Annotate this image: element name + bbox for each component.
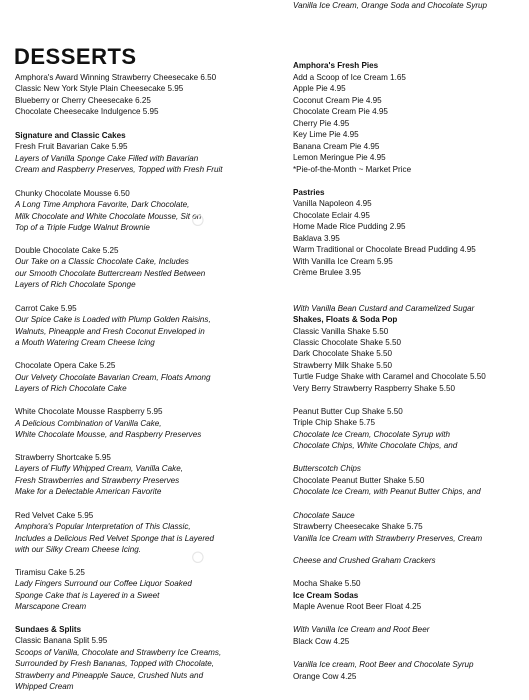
- item-description: Includes a Delicious Red Velvet Sponge that is Layered: [15, 534, 215, 543]
- menu-item: Maple Avenue Root Beer Float 4.25: [293, 602, 422, 611]
- item-description: Chocolate Sauce: [293, 511, 355, 520]
- item-description: Walnuts, Pineapple and Fresh Coconut Enveloped in: [15, 327, 205, 336]
- menu-item: Fresh Fruit Bavarian Cake 5.95: [15, 142, 128, 151]
- item-description: Marscapone Cream: [15, 602, 87, 611]
- item-description: Butterscotch Chips: [293, 464, 361, 473]
- menu-item: Classic Chocolate Shake 5.50: [293, 338, 401, 347]
- menu-item: Classic Vanilla Shake 5.50: [293, 327, 389, 336]
- item-description: Fresh Strawberries and Strawberry Preserves: [15, 476, 180, 485]
- menu-item: Blueberry or Cherry Cheesecake 6.25: [15, 96, 151, 105]
- menu-item: *Pie-of-the-Month ~ Market Price: [293, 165, 412, 174]
- menu-item: Dark Chocolate Shake 5.50: [293, 349, 392, 358]
- menu-item: Crème Brulee 3.95: [293, 268, 361, 277]
- page-title: DESSERTS: [14, 44, 137, 69]
- item-description: Top of a Triple Fudge Walnut Brownie: [15, 223, 150, 232]
- item-description: our Smooth Chocolate Buttercream Nestled Between: [15, 269, 206, 278]
- menu-item: Chocolate Cheesecake Indulgence 5.95: [15, 107, 159, 116]
- item-description: with our Silky Cream Cheese Icing.: [15, 545, 141, 554]
- item-description: Vanilla Ice Cream with Strawberry Preserves, Cream: [293, 534, 483, 543]
- menu-item: Baklava 3.95: [293, 234, 340, 243]
- section-heading: Ice Cream Sodas: [293, 591, 359, 600]
- item-description: Strawberry and Pineapple Sauce, Crushed Nuts and: [15, 671, 204, 680]
- item-description: Layers of Rich Chocolate Sponge: [15, 280, 136, 289]
- item-description: Chocolate Chips, White Chocolate Chips, and: [293, 441, 458, 450]
- menu-item: Amphora's Award Winning Strawberry Cheesecake 6.50: [15, 73, 217, 82]
- item-description: Surrounded by Fresh Bananas, Topped with Chocolate,: [15, 659, 215, 668]
- item-description: Vanilla Ice Cream, Orange Soda and Chocolate Syrup: [293, 1, 488, 10]
- item-description: Cream and Raspberry Preserves, Topped with Fresh Fruit: [15, 165, 223, 174]
- item-description: Chocolate Ice Cream, with Peanut Butter Chips, and: [293, 487, 481, 496]
- menu-item: Add a Scoop of Ice Cream 1.65: [293, 73, 406, 82]
- menu-item: White Chocolate Mousse Raspberry 5.95: [15, 407, 163, 416]
- menu-item: Carrot Cake 5.95: [15, 304, 77, 313]
- item-description: With Vanilla Bean Custard and Caramelized Sugar: [293, 304, 475, 313]
- menu-item: Chocolate Peanut Butter Shake 5.50: [293, 476, 425, 485]
- menu-item: Triple Chip Shake 5.75: [293, 418, 376, 427]
- menu-item: With Vanilla Ice Cream 5.95: [293, 257, 393, 266]
- menu-item: Chocolate Eclair 4.95: [293, 211, 370, 220]
- menu-item: Turtle Fudge Shake with Caramel and Chocolate 5.50: [293, 372, 486, 381]
- item-description: Milk Chocolate and White Chocolate Mousse, Sit on: [15, 212, 202, 221]
- menu-item: Chocolate Opera Cake 5.25: [15, 361, 116, 370]
- menu-item: Coconut Cream Pie 4.95: [293, 96, 382, 105]
- section-heading: Shakes, Floats & Soda Pop: [293, 315, 398, 324]
- item-description: Vanilla Ice cream, Root Beer and Chocolate Syrup: [293, 660, 474, 669]
- item-description: A Delicious Combination of Vanilla Cake,: [15, 419, 162, 428]
- item-description: Our Velvety Chocolate Bavarian Cream, Floats Among: [15, 373, 211, 382]
- menu-item: Home Made Rice Pudding 2.95: [293, 222, 406, 231]
- item-description: Chocolate Ice Cream, Chocolate Syrup with: [293, 430, 451, 439]
- section-heading: Sundaes & Splits: [15, 625, 82, 634]
- menu-item: Chocolate Cream Pie 4.95: [293, 107, 388, 116]
- menu-item: Peanut Butter Cup Shake 5.50: [293, 407, 403, 416]
- section-heading: Amphora's Fresh Pies: [293, 61, 379, 70]
- menu-item: Double Chocolate Cake 5.25: [15, 246, 119, 255]
- item-description: Sponge Cake that is Layered in a Sweet: [15, 591, 160, 600]
- item-description: Our Take on a Classic Chocolate Cake, Includes: [15, 257, 189, 266]
- item-description: Make for a Delectable American Favorite: [15, 487, 162, 496]
- item-description: a Mouth Watering Cream Cheese Icing: [15, 338, 155, 347]
- menu-item: Classic Banana Split 5.95: [15, 636, 108, 645]
- section-heading: Signature and Classic Cakes: [15, 131, 126, 140]
- item-description: Layers of Rich Chocolate Cake: [15, 384, 127, 393]
- menu-item: Strawberry Milk Shake 5.50: [293, 361, 392, 370]
- menu-item: Vanilla Napoleon 4.95: [293, 199, 372, 208]
- item-description: Layers of Vanilla Sponge Cake Filled with Bavarian: [15, 154, 199, 163]
- menu-item: Cherry Pie 4.95: [293, 119, 350, 128]
- watermark-mark: ○: [190, 541, 208, 571]
- menu-item: Banana Cream Pie 4.95: [293, 142, 380, 151]
- menu-item: Key Lime Pie 4.95: [293, 130, 359, 139]
- menu-item: Classic New York Style Plain Cheesecake 5.95: [15, 84, 184, 93]
- item-description: Layers of Fluffy Whipped Cream, Vanilla Cake,: [15, 464, 183, 473]
- item-description: Scoops of Vanilla, Chocolate and Strawberry Ice Creams,: [15, 648, 222, 657]
- menu-item: Orange Cow 4.25: [293, 672, 357, 681]
- section-heading: Pastries: [293, 188, 325, 197]
- menu-item: Mocha Shake 5.50: [293, 579, 361, 588]
- item-description: Amphora's Popular Interpretation of This Classic,: [15, 522, 191, 531]
- menu-item: Apple Pie 4.95: [293, 84, 346, 93]
- item-description: A Long Time Amphora Favorite, Dark Chocolate,: [15, 200, 190, 209]
- menu-item: Tiramisu Cake 5.25: [15, 568, 85, 577]
- menu-item: Chunky Chocolate Mousse 6.50: [15, 189, 130, 198]
- menu-item: Strawberry Shortcake 5.95: [15, 453, 111, 462]
- watermark-mark: ○: [190, 204, 208, 234]
- item-description: Cheese and Crushed Graham Crackers: [293, 556, 436, 565]
- item-description: Lady Fingers Surround our Coffee Liquor Soaked: [15, 579, 192, 588]
- menu-item: Very Berry Strawberry Raspberry Shake 5.50: [293, 384, 455, 393]
- item-description: Our Spice Cake is Loaded with Plump Golden Raisins,: [15, 315, 211, 324]
- menu-item: Warm Traditional or Chocolate Bread Pudding 4.95: [293, 245, 476, 254]
- menu-item: Strawberry Cheesecake Shake 5.75: [293, 522, 423, 531]
- menu-item: Lemon Meringue Pie 4.95: [293, 153, 386, 162]
- item-description: With Vanilla Ice Cream and Root Beer: [293, 625, 430, 634]
- menu-item: Red Velvet Cake 5.95: [15, 511, 94, 520]
- item-description: Whipped Cream: [15, 682, 74, 691]
- menu-item: Black Cow 4.25: [293, 637, 350, 646]
- item-description: White Chocolate Mousse, and Raspberry Preserves: [15, 430, 202, 439]
